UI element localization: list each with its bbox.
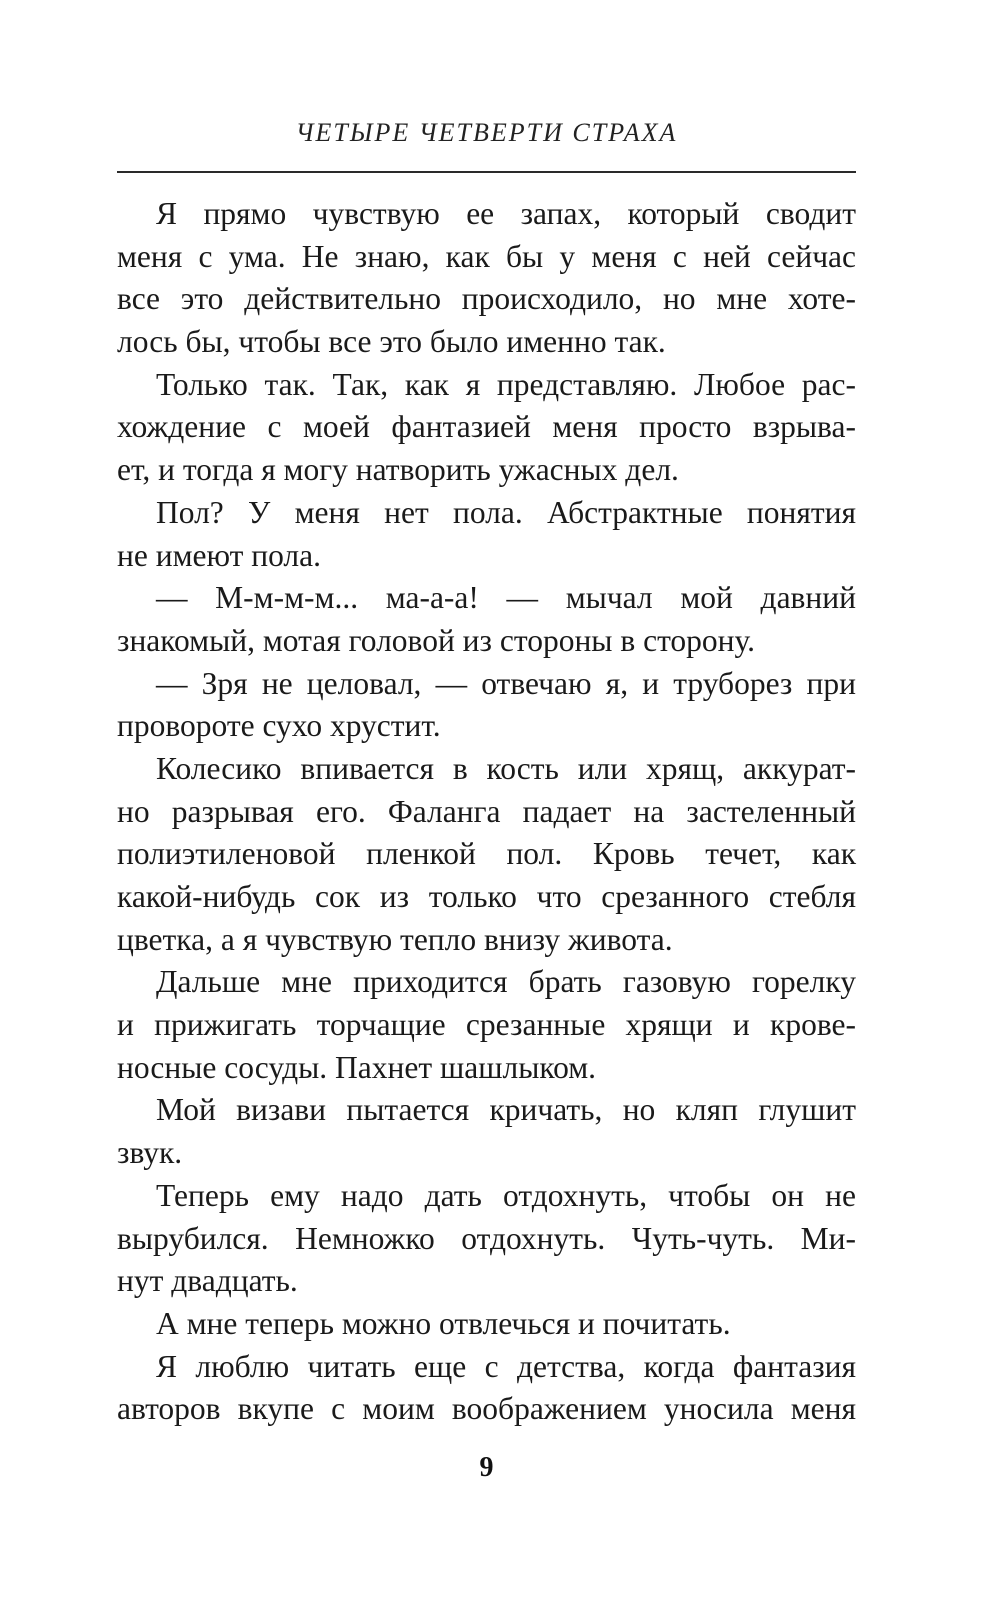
text-line: авторов вкупе с моим воображением уносила меня: [117, 1391, 856, 1427]
paragraph: [117, 961, 856, 1089]
text-line: звук.: [117, 1135, 183, 1171]
paragraph: [117, 1089, 856, 1174]
text-line: лось бы, чтобы все это было именно так.: [117, 324, 666, 360]
text-line: знакомый, мотая головой из стороны в сторону.: [117, 622, 755, 658]
paragraph: [117, 663, 856, 748]
text-line: Теперь ему надо дать отдохнуть, чтобы он не: [156, 1177, 856, 1213]
text-line: провороте сухо хрустит.: [117, 708, 441, 744]
text-line: Мой визави пытается кричать, но кляп глушит: [156, 1092, 856, 1128]
body-text: [117, 193, 856, 1431]
text-line: — Зря не целовал, — отвечаю я, и труборез при: [156, 665, 856, 701]
text-line: цветка, а я чувствую тепло внизу живота.: [117, 921, 673, 957]
text-line: носные сосуды. Пахнет шашлыком.: [117, 1049, 597, 1085]
paragraph: [117, 364, 856, 492]
paragraph: [117, 577, 856, 662]
page-number-label: 9: [479, 1452, 494, 1483]
text-line: Дальше мне приходится брать газовую горелку: [156, 964, 856, 1000]
text-line: все это действительно происходило, но мне хоте-: [117, 281, 856, 317]
text-line: но разрывая его. Фаланга падает на застеленный: [117, 793, 856, 829]
text-line: Пол? У меня нет пола. Абстрактные понятия: [156, 494, 856, 530]
text-line: какой-нибудь сок из только что срезанного стебля: [117, 879, 856, 914]
header-rule: [117, 171, 856, 173]
text-line: А мне теперь можно отвлечься и почитать.: [156, 1305, 731, 1341]
paragraph: [117, 1346, 856, 1431]
text-line: полиэтиленовой пленкой пол. Кровь течет, как: [117, 836, 856, 872]
paragraph: [117, 193, 856, 364]
text-line: меня с ума. Не знаю, как бы у меня с ней сейчас: [117, 238, 856, 274]
text-line: Колесико впивается в кость или хрящ, аккурат-: [156, 750, 856, 786]
text-line: Только так. Так, как я представляю. Любое рас-: [156, 366, 856, 402]
running-header: ЧЕТЫРЕ ЧЕТВЕРТИ СТРАХА: [295, 118, 678, 147]
text-line: — М-м-м-м... ма-а-а! — мычал мой давний: [156, 580, 856, 616]
text-line: ет, и тогда я могу натворить ужасных дел.: [117, 452, 679, 488]
paragraph: [117, 1303, 856, 1346]
text-line: Я люблю читать еще с детства, когда фантазия: [156, 1348, 856, 1384]
paragraph: [117, 748, 856, 961]
page-number: [0, 1452, 1000, 1484]
text-line: и прижигать торчащие срезанные хрящи и крове-: [117, 1007, 856, 1043]
text-line: вырубился. Немножко отдохнуть. Чуть-чуть. Ми-: [117, 1220, 856, 1256]
text-line: нут двадцать.: [117, 1263, 298, 1299]
text-line: Я прямо чувствую ее запах, который сводит: [156, 196, 856, 231]
paragraph: [117, 492, 856, 577]
text-line: хождение с моей фантазией меня просто взрыва-: [117, 409, 856, 445]
text-line: не имеют пола.: [117, 537, 322, 573]
paragraph: [117, 1175, 856, 1303]
